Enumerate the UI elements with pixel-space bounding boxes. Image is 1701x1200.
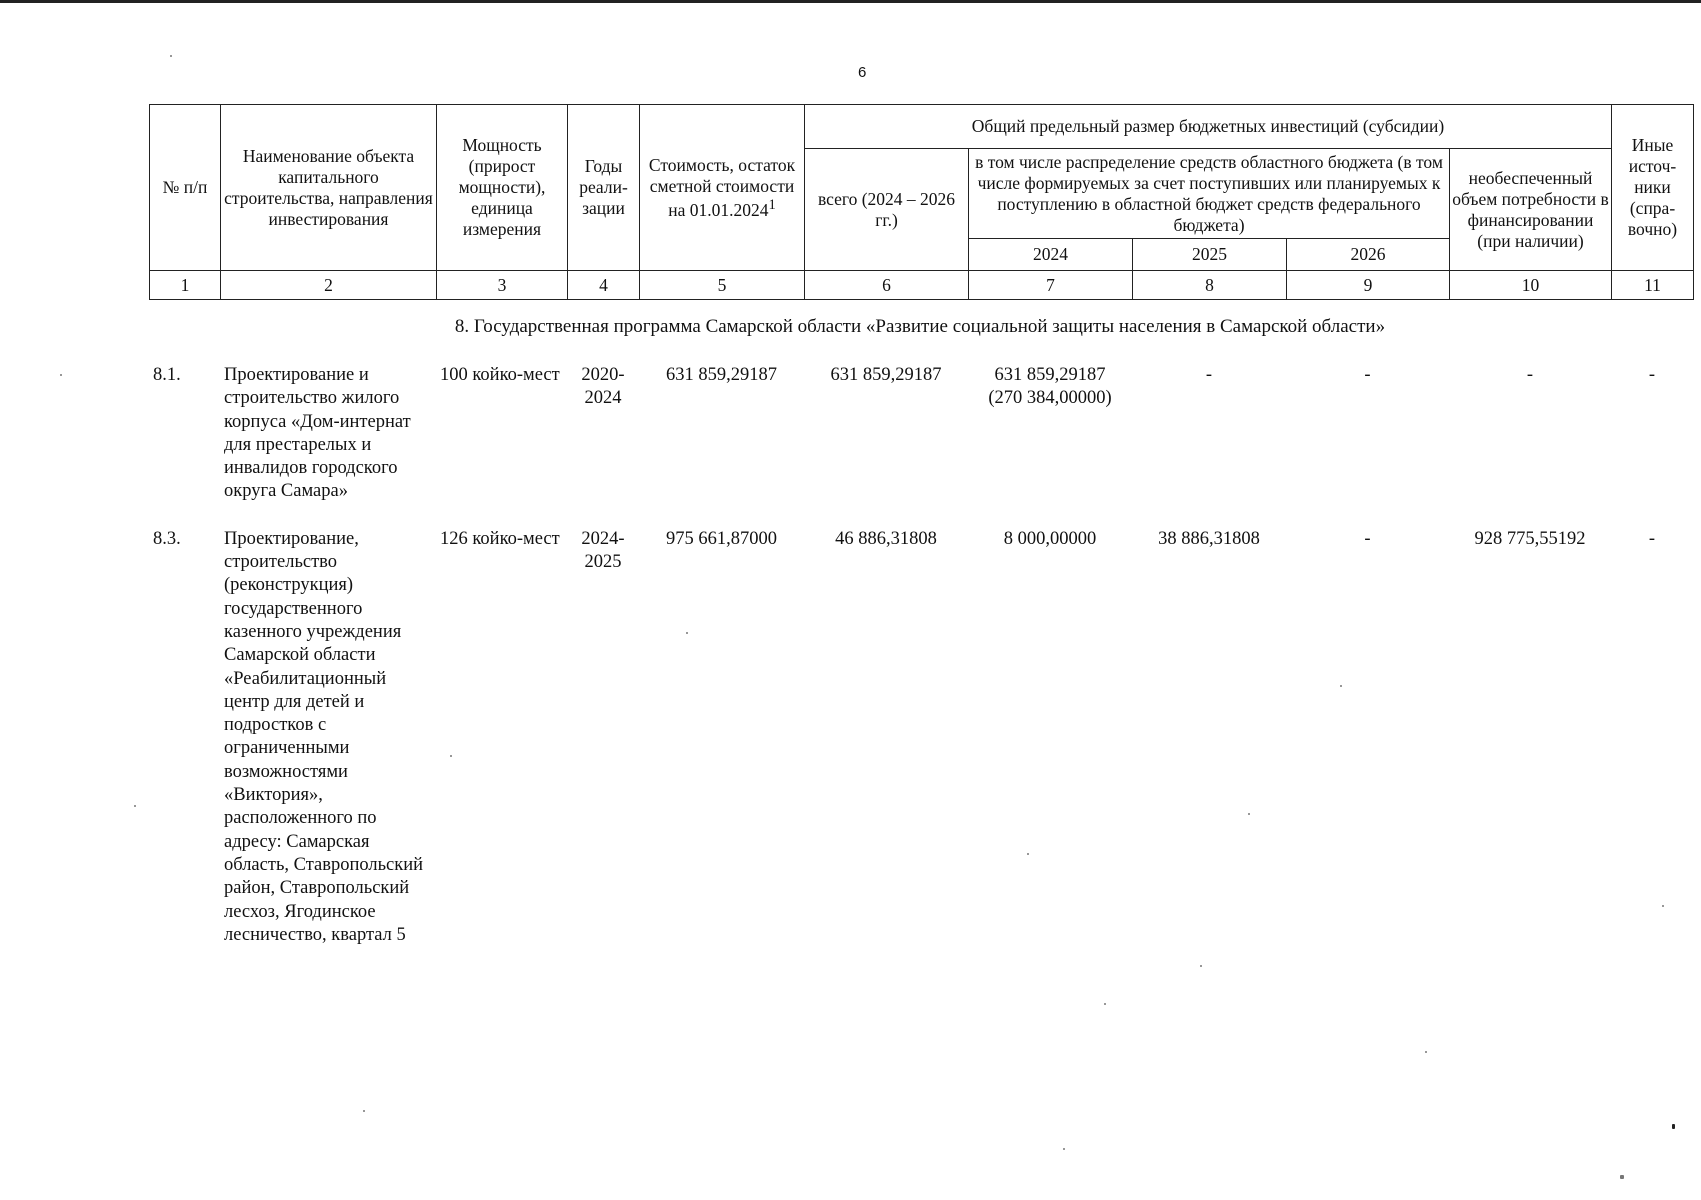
row-number: 8.1.	[153, 365, 181, 385]
row-2024	[968, 526, 1132, 949]
column-number: 6	[805, 271, 969, 300]
column-number: 5	[640, 271, 805, 300]
scan-speck	[170, 55, 172, 57]
scan-speck	[1620, 1175, 1624, 1179]
scan-speck	[1340, 685, 1342, 687]
row-capacity: 126 койко-мест	[440, 528, 560, 549]
column-number: 10	[1450, 271, 1612, 300]
column-number: 1	[150, 271, 221, 300]
row-years: 2020-2024	[581, 365, 625, 409]
row-number: 8.3.	[153, 528, 181, 549]
scan-speck	[1662, 905, 1664, 907]
section-title: 8. Государственная программа Самарской области «Развитие социальной защиты населения в Самарской области»	[454, 316, 1386, 337]
row-other: -	[1648, 528, 1656, 549]
header-budget-group: Общий предельный размер бюджетных инвестиций (субсидии)	[805, 105, 1612, 149]
header-unsecured: необеспеченный объем потребности в финансировании (при наличии)	[1450, 149, 1612, 271]
row-2025: 38 886,31808	[1158, 528, 1260, 549]
header-cost	[640, 105, 805, 271]
scan-speck	[450, 755, 452, 757]
scan-speck	[1200, 965, 1202, 967]
header-years: Годы реали-зации	[568, 105, 640, 271]
page-number: 6	[858, 64, 867, 81]
header-total: всего (2024 – 2026 гг.)	[805, 149, 969, 271]
scan-speck	[363, 1110, 365, 1112]
header-table	[149, 104, 1694, 300]
column-number: 11	[1612, 271, 1694, 300]
column-number: 3	[437, 271, 568, 300]
row-cost: 975 661,87000	[666, 528, 777, 549]
row-object-name: Проектирование, строительство (реконструкция) государственного казенного учреждения Самарской области «Реабилитационный центр для детей и подростков с ограниченными возможностями «Виктория», расположенного по адресу: Самарская область, Ставропольский район, Ставропольский лесхоз, Ягодинское лесничество, квартал 5	[224, 528, 424, 945]
table-row	[149, 526, 1693, 949]
header-year-2024: 2024	[969, 239, 1133, 271]
column-number: 4	[568, 271, 640, 300]
data-table	[149, 362, 1693, 949]
scan-speck	[1672, 1124, 1675, 1129]
column-number: 8	[1133, 271, 1287, 300]
row-other: -	[1648, 365, 1656, 385]
header-capacity: Мощность (прирост мощности), единица измерения	[437, 105, 568, 271]
row-2026: -	[1364, 528, 1371, 549]
scan-speck	[1104, 1003, 1106, 1005]
header-cost-footnote: 1	[768, 196, 776, 213]
row-unsecured: -	[1526, 365, 1534, 385]
row-total: 631 859,29187	[830, 365, 942, 385]
row-years: 2024-2025	[581, 528, 625, 573]
header-other-sources: Иные источ-ники (спра-вочно)	[1612, 105, 1694, 271]
scan-speck	[1248, 813, 1250, 815]
row-2024	[968, 362, 1132, 506]
scan-speck	[686, 632, 688, 634]
row-capacity: 100 койко-мест	[440, 365, 560, 385]
scan-speck	[1027, 853, 1029, 855]
row-total: 46 886,31808	[835, 528, 937, 549]
scan-speck	[60, 374, 62, 376]
row-unsecured: 928 775,55192	[1474, 528, 1586, 549]
header-year-2026: 2026	[1287, 239, 1450, 271]
header-cost-text: Стоимость, остаток сметной стоимости на 01.01.2024	[648, 154, 796, 220]
row-2024-value: 8 000,00000	[1003, 528, 1097, 549]
scan-speck	[1063, 1148, 1065, 1150]
scan-speck	[134, 805, 136, 807]
column-number: 2	[221, 271, 437, 300]
table-row	[149, 362, 1693, 506]
page-top-border	[0, 0, 1701, 3]
row-2025: -	[1205, 365, 1213, 385]
row-2026: -	[1364, 365, 1371, 385]
header-number: № п/п	[150, 105, 221, 271]
header-year-2025: 2025	[1133, 239, 1287, 271]
row-cost: 631 859,29187	[666, 365, 777, 385]
row-object-name: Проектирование и строительство жилого корпуса «Дом-интернат для престарелых и инвалидов городского округа Самара»	[224, 365, 411, 502]
column-number: 7	[969, 271, 1133, 300]
column-number: 9	[1287, 271, 1450, 300]
scan-speck	[1425, 1051, 1427, 1053]
row-2024-value: 631 859,29187	[994, 365, 1106, 385]
header-object-name: Наименование объекта капитального строительства, направления инвестирования	[221, 105, 437, 271]
header-regional-distribution: в том числе распределение средств областного бюджета (в том числе формируемых за счет поступивших или планируемых к поступлению в областной бюджет средств федерального бюджета)	[969, 149, 1450, 239]
row-2024-note: (270 384,00000)	[988, 388, 1112, 409]
